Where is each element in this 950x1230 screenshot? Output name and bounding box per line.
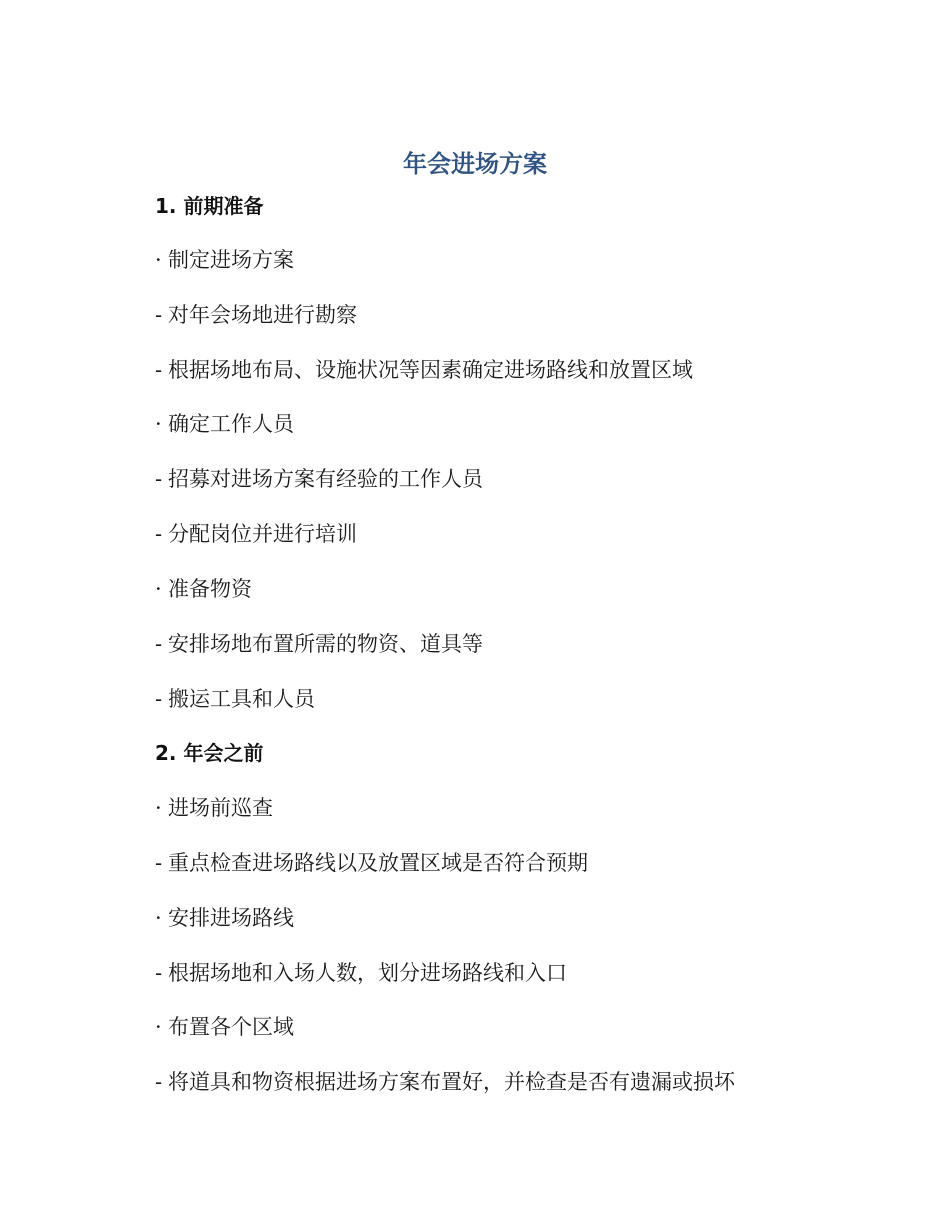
bullet-text: 进场前巡查 xyxy=(168,796,273,820)
dash-text: 重点检查进场路线以及放置区域是否符合预期 xyxy=(168,851,588,875)
dash-text: 根据场地和入场人数，划分进场路线和入口 xyxy=(168,961,567,985)
dash-text: 分配岗位并进行培训 xyxy=(168,522,357,546)
section-heading-1: 1. 前期准备 xyxy=(155,194,264,218)
dash-item xyxy=(155,958,567,988)
bullet-text: 制定进场方案 xyxy=(168,248,294,272)
dash-marker: - xyxy=(155,851,163,875)
dash-marker: - xyxy=(155,961,163,985)
dash-marker: - xyxy=(155,522,163,546)
dash-text: 招募对进场方案有经验的工作人员 xyxy=(168,467,483,491)
dash-item xyxy=(155,848,588,878)
bullet-text: 布置各个区域 xyxy=(168,1015,294,1039)
bullet-marker: · xyxy=(155,248,162,272)
dash-text: 将道具和物资根据进场方案布置好，并检查是否有遗漏或损坏 xyxy=(168,1070,735,1094)
dash-marker: - xyxy=(155,632,163,656)
dash-marker: - xyxy=(155,687,163,711)
dash-item xyxy=(155,464,483,494)
bullet-item xyxy=(155,1012,294,1042)
dash-item xyxy=(155,300,357,330)
dash-marker: - xyxy=(155,1070,163,1094)
bullet-text: 确定工作人员 xyxy=(168,412,294,436)
dash-marker: - xyxy=(155,358,163,382)
dash-text: 安排场地布置所需的物资、道具等 xyxy=(168,632,483,656)
bullet-item xyxy=(155,574,252,604)
document-title: 年会进场方案 xyxy=(403,150,547,178)
dash-item xyxy=(155,1067,735,1097)
dash-text: 对年会场地进行勘察 xyxy=(168,303,357,327)
dash-marker: - xyxy=(155,467,163,491)
dash-item xyxy=(155,519,357,549)
section-heading-2: 2. 年会之前 xyxy=(155,741,264,765)
dash-marker: - xyxy=(155,303,163,327)
bullet-marker: · xyxy=(155,1015,162,1039)
dash-item xyxy=(155,629,483,659)
bullet-marker: · xyxy=(155,412,162,436)
bullet-marker: · xyxy=(155,906,162,930)
dash-item xyxy=(155,355,693,385)
bullet-marker: · xyxy=(155,577,162,601)
bullet-item xyxy=(155,903,294,933)
dash-text: 根据场地布局、设施状况等因素确定进场路线和放置区域 xyxy=(168,358,693,382)
bullet-marker: · xyxy=(155,796,162,820)
bullet-item xyxy=(155,409,294,439)
dash-text: 搬运工具和人员 xyxy=(168,687,315,711)
bullet-item xyxy=(155,245,294,275)
bullet-text: 安排进场路线 xyxy=(168,906,294,930)
bullet-item xyxy=(155,793,273,823)
dash-item xyxy=(155,684,315,714)
bullet-text: 准备物资 xyxy=(168,577,252,601)
